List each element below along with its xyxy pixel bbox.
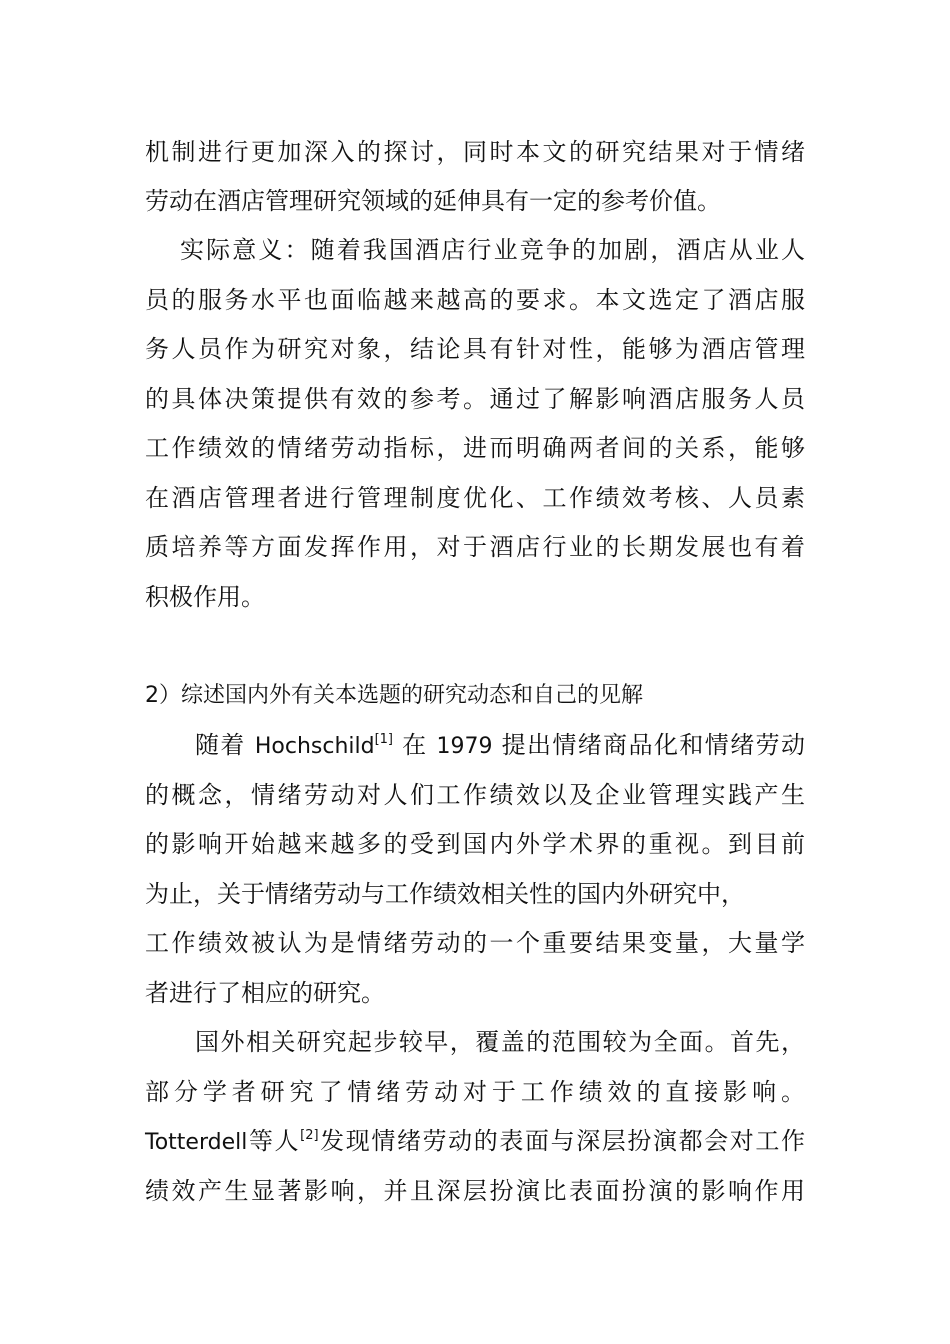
review2-tail: 发现情绪劳动的表面与深层扮演都会对工作 (318, 1127, 806, 1155)
intro-line-2: 劳动在酒店管理研究领域的延伸具有一定的参考价值。 (145, 187, 721, 215)
practical-line-6: 在酒店管理者进行管理制度优化、工作绩效考核、人员素 (145, 484, 805, 512)
author-hochschild: Hochschild (254, 734, 375, 759)
review2-after-author: 等人 (247, 1127, 301, 1155)
review1-lead: 随着 (195, 731, 246, 759)
practical-line-1: 实际意义：随着我国酒店行业竞争的加剧，酒店从业人 (180, 236, 805, 264)
intro-line-1: 机制进行更加深入的探讨，同时本文的研究结果对于情绪 (145, 138, 805, 166)
review1-line-5: 工作绩效被认为是情绪劳动的一个重要结果变量，大量学 (145, 929, 805, 957)
review2-line-2: 部分学者研究了情绪劳动对于工作绩效的直接影响。 (145, 1078, 805, 1106)
practical-line-3: 务人员作为研究对象，结论具有针对性，能够为酒店管理 (145, 335, 805, 363)
practical-line-8: 积极作用。 (145, 583, 265, 611)
practical-line-2: 员的服务水平也面临越来越高的要求。本文选定了酒店服 (145, 286, 805, 314)
citation-ref-2[interactable]: [2] (300, 1128, 319, 1143)
year-1979: 1979 (436, 734, 493, 759)
review2-line-3 (145, 1125, 805, 1159)
review1-line-2: 的概念，情绪劳动对人们工作绩效以及企业管理实践产生 (145, 781, 805, 809)
practical-line-5: 工作绩效的情绪劳动指标，进而明确两者间的关系，能够 (145, 434, 805, 462)
review2-line-4: 绩效产生显著影响，并且深层扮演比表面扮演的影响作用 (145, 1177, 805, 1205)
review1-after-ref: 在 (402, 731, 428, 759)
review1-line-1 (195, 729, 805, 763)
review1-line-3: 的影响开始越来越多的受到国内外学术界的重视。到目前 (145, 830, 805, 858)
section-heading: 2）综述国内外有关本选题的研究动态和自己的见解 (145, 683, 643, 708)
citation-ref-1[interactable]: [1] (374, 732, 394, 747)
review1-line-6: 者进行了相应的研究。 (145, 979, 385, 1007)
practical-line-4: 的具体决策提供有效的参考。通过了解影响酒店服务人员 (145, 385, 805, 413)
review1-line-4: 为止，关于情绪劳动与工作绩效相关性的国内外研究中， (145, 880, 745, 908)
review2-line-1: 国外相关研究起步较早，覆盖的范围较为全面。首先， (195, 1028, 805, 1056)
practical-line-7: 质培养等方面发挥作用，对于酒店行业的长期发展也有着 (145, 533, 805, 561)
review1-tail: 提出情绪商品化和情绪劳动 (501, 731, 806, 759)
author-totterdell: Totterdell (145, 1130, 248, 1155)
